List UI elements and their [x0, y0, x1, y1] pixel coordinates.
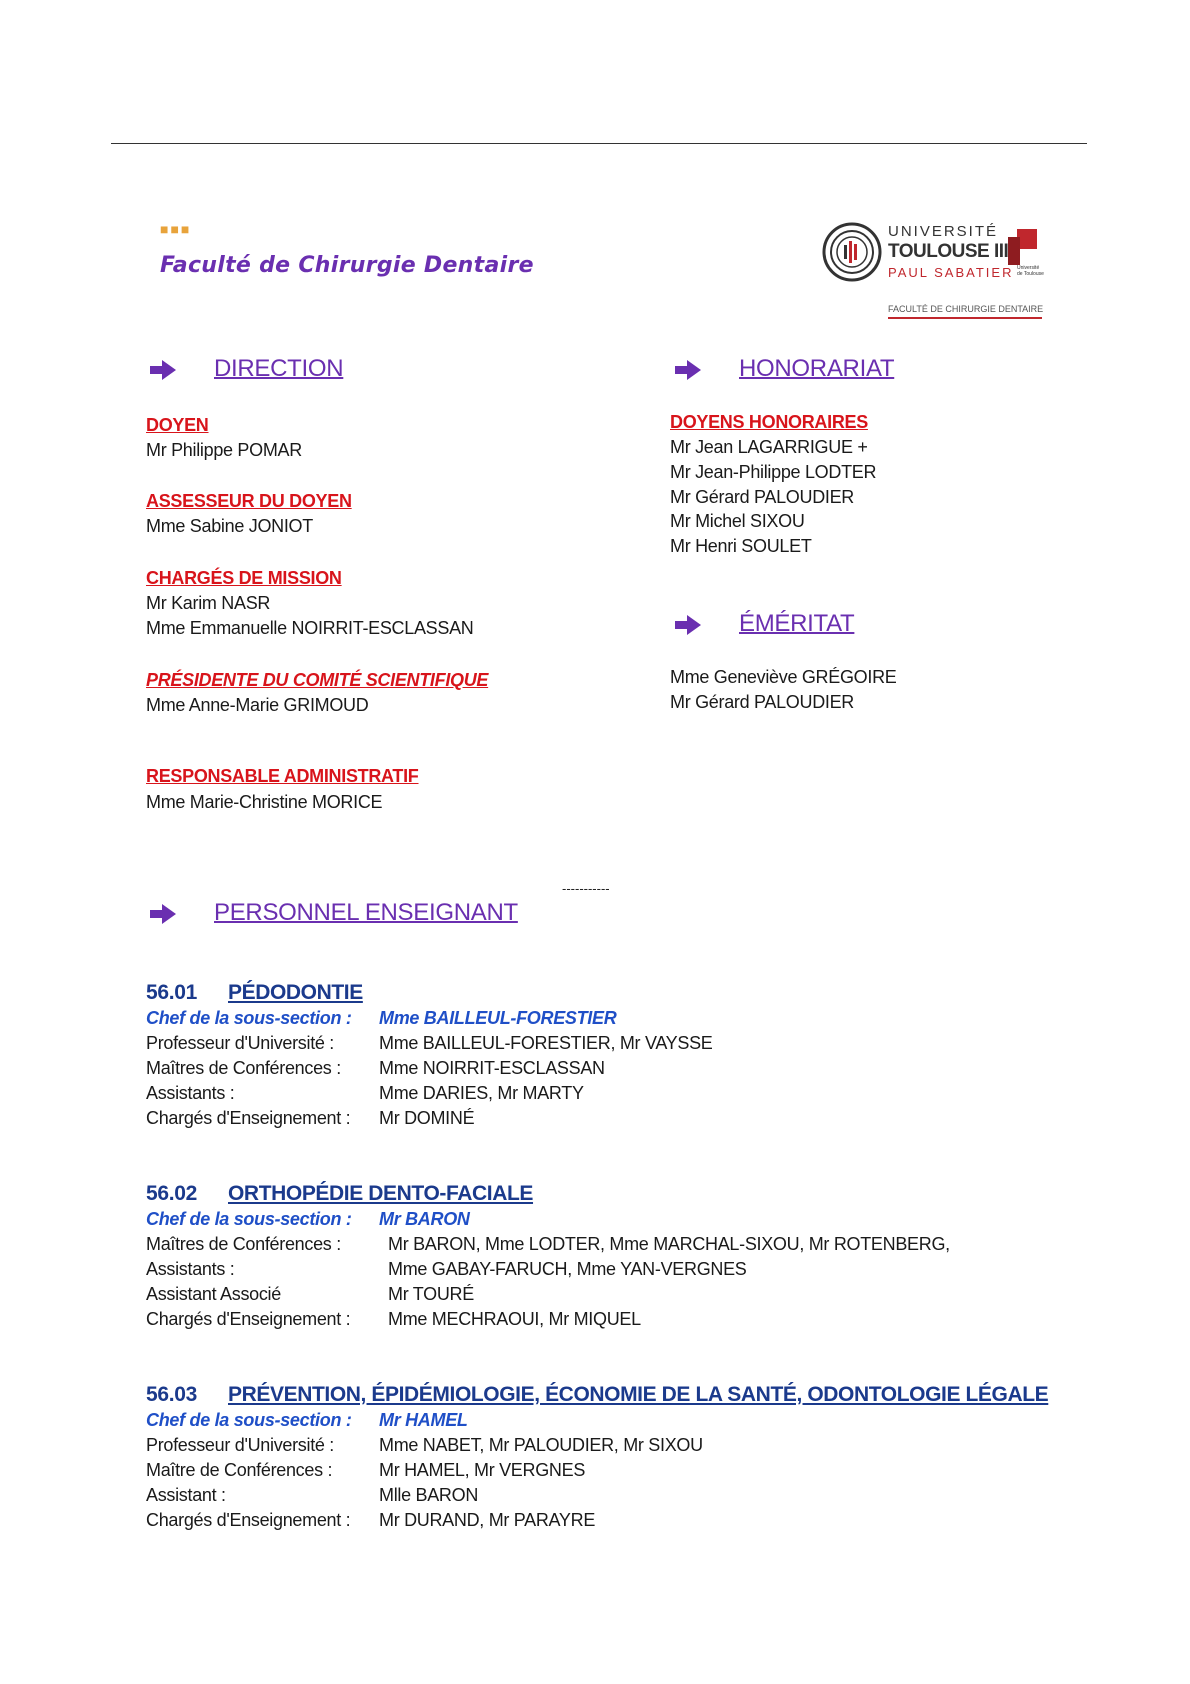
decor-dots: ■■■ [160, 221, 192, 237]
university-seal-icon [822, 219, 882, 285]
section-title-direction: DIRECTION [214, 355, 344, 382]
logo-line3: PAUL SABATIER [888, 265, 1014, 280]
role-label: Assistants : [146, 1083, 235, 1103]
honoraire-2: Mr Jean-Philippe LODTER [670, 462, 877, 482]
role-label: Maîtres de Conférences : [146, 1234, 341, 1254]
role-label: Assistants : [146, 1259, 235, 1279]
header-rule [111, 143, 1087, 144]
chief-label: Chef de la sous-section : [146, 1008, 352, 1028]
chief-label: Chef de la sous-section : [146, 1410, 352, 1430]
section-title-personnel: PERSONNEL ENSEIGNANT [214, 899, 518, 926]
chief-name: Mr HAMEL [379, 1410, 468, 1430]
role-names: Mme BAILLEUL-FORESTIER, Mr VAYSSE [379, 1033, 713, 1053]
chief-name: Mme BAILLEUL-FORESTIER [379, 1008, 617, 1028]
subsection-code: 56.02 [146, 1182, 198, 1205]
label-presidente: PRÉSIDENTE DU COMITÉ SCIENTIFIQUE [146, 670, 489, 690]
label-responsable-admin: RESPONSABLE ADMINISTRATIF [146, 766, 419, 786]
role-names: Mme GABAY-FARUCH, Mme YAN-VERGNES [388, 1259, 747, 1279]
subsection-code: 56.01 [146, 981, 198, 1004]
role-label: Chargés d'Enseignement : [146, 1510, 351, 1530]
role-label: Chargés d'Enseignement : [146, 1309, 351, 1329]
arrow-right-icon [148, 902, 178, 926]
name-charge-mission-2: Mme Emmanuelle NOIRRIT-ESCLASSAN [146, 618, 474, 638]
logo-red-block-2 [1008, 237, 1020, 265]
emerite-2: Mr Gérard PALOUDIER [670, 692, 855, 712]
arrow-right-icon [673, 613, 703, 637]
subsection-name: PÉDODONTIE [228, 981, 363, 1004]
logo-underline [888, 317, 1042, 319]
name-assesseur: Mme Sabine JONIOT [146, 516, 313, 536]
role-label: Assistant Associé [146, 1284, 281, 1304]
logo-subtitle: FACULTÉ DE CHIRURGIE DENTAIRE [888, 304, 1044, 314]
honoraire-5: Mr Henri SOULET [670, 536, 812, 556]
role-names: Mme NABET, Mr PALOUDIER, Mr SIXOU [379, 1435, 703, 1455]
role-label: Maîtres de Conférences : [146, 1058, 341, 1078]
label-charges-mission: CHARGÉS DE MISSION [146, 568, 342, 588]
role-names: Mr DOMINÉ [379, 1108, 475, 1128]
role-label: Assistant : [146, 1485, 226, 1505]
role-names: Mme DARIES, Mr MARTY [379, 1083, 584, 1103]
arrow-right-icon [673, 358, 703, 382]
faculty-name: Faculté de Chirurgie Dentaire [160, 253, 534, 278]
role-names: Mme MECHRAOUI, Mr MIQUEL [388, 1309, 641, 1329]
chief-name: Mr BARON [379, 1209, 470, 1229]
role-label: Professeur d'Université : [146, 1435, 335, 1455]
emerite-1: Mme Geneviève GRÉGOIRE [670, 667, 897, 687]
role-names: Mr HAMEL, Mr VERGNES [379, 1460, 586, 1480]
role-names: Mr DURAND, Mr PARAYRE [379, 1510, 596, 1530]
chief-label: Chef de la sous-section : [146, 1209, 352, 1229]
logo-line1: UNIVERSITÉ [888, 223, 999, 240]
subsection-name: ORTHOPÉDIE DENTO-FACIALE [228, 1182, 534, 1205]
logo-side-text: Université de Toulouse [1017, 265, 1044, 277]
separator-dashes: ----------- [562, 881, 610, 896]
name-responsable-admin: Mme Marie-Christine MORICE [146, 792, 383, 812]
logo-red-block [1017, 229, 1037, 249]
section-title-emeritat: ÉMÉRITAT [739, 610, 855, 637]
role-label: Professeur d'Université : [146, 1033, 335, 1053]
role-names: Mr TOURÉ [388, 1284, 474, 1304]
university-logo [822, 219, 1044, 324]
section-title-honorariat: HONORARIAT [739, 355, 895, 382]
role-label: Maître de Conférences : [146, 1460, 333, 1480]
subsection-name: PRÉVENTION, ÉPIDÉMIOLOGIE, ÉCONOMIE DE LA SANTÉ, ODONTOLOGIE LÉGALE [228, 1383, 1049, 1406]
label-doyens-honoraires: DOYENS HONORAIRES [670, 412, 868, 432]
name-doyen: Mr Philippe POMAR [146, 440, 302, 460]
label-doyen: DOYEN [146, 415, 209, 435]
subsection-code: 56.03 [146, 1383, 198, 1406]
name-charge-mission-1: Mr Karim NASR [146, 593, 271, 613]
role-names: Mr BARON, Mme LODTER, Mme MARCHAL-SIXOU, Mr ROTENBERG, [388, 1234, 950, 1254]
role-names: Mme NOIRRIT-ESCLASSAN [379, 1058, 605, 1078]
honoraire-3: Mr Gérard PALOUDIER [670, 487, 855, 507]
honoraire-4: Mr Michel SIXOU [670, 511, 805, 531]
role-names: Mlle BARON [379, 1485, 479, 1505]
arrow-right-icon [148, 358, 178, 382]
name-presidente: Mme Anne-Marie GRIMOUD [146, 695, 369, 715]
logo-line2: TOULOUSE III [888, 241, 1009, 262]
label-assesseur: ASSESSEUR DU DOYEN [146, 491, 352, 511]
role-label: Chargés d'Enseignement : [146, 1108, 351, 1128]
honoraire-1: Mr Jean LAGARRIGUE + [670, 437, 868, 457]
